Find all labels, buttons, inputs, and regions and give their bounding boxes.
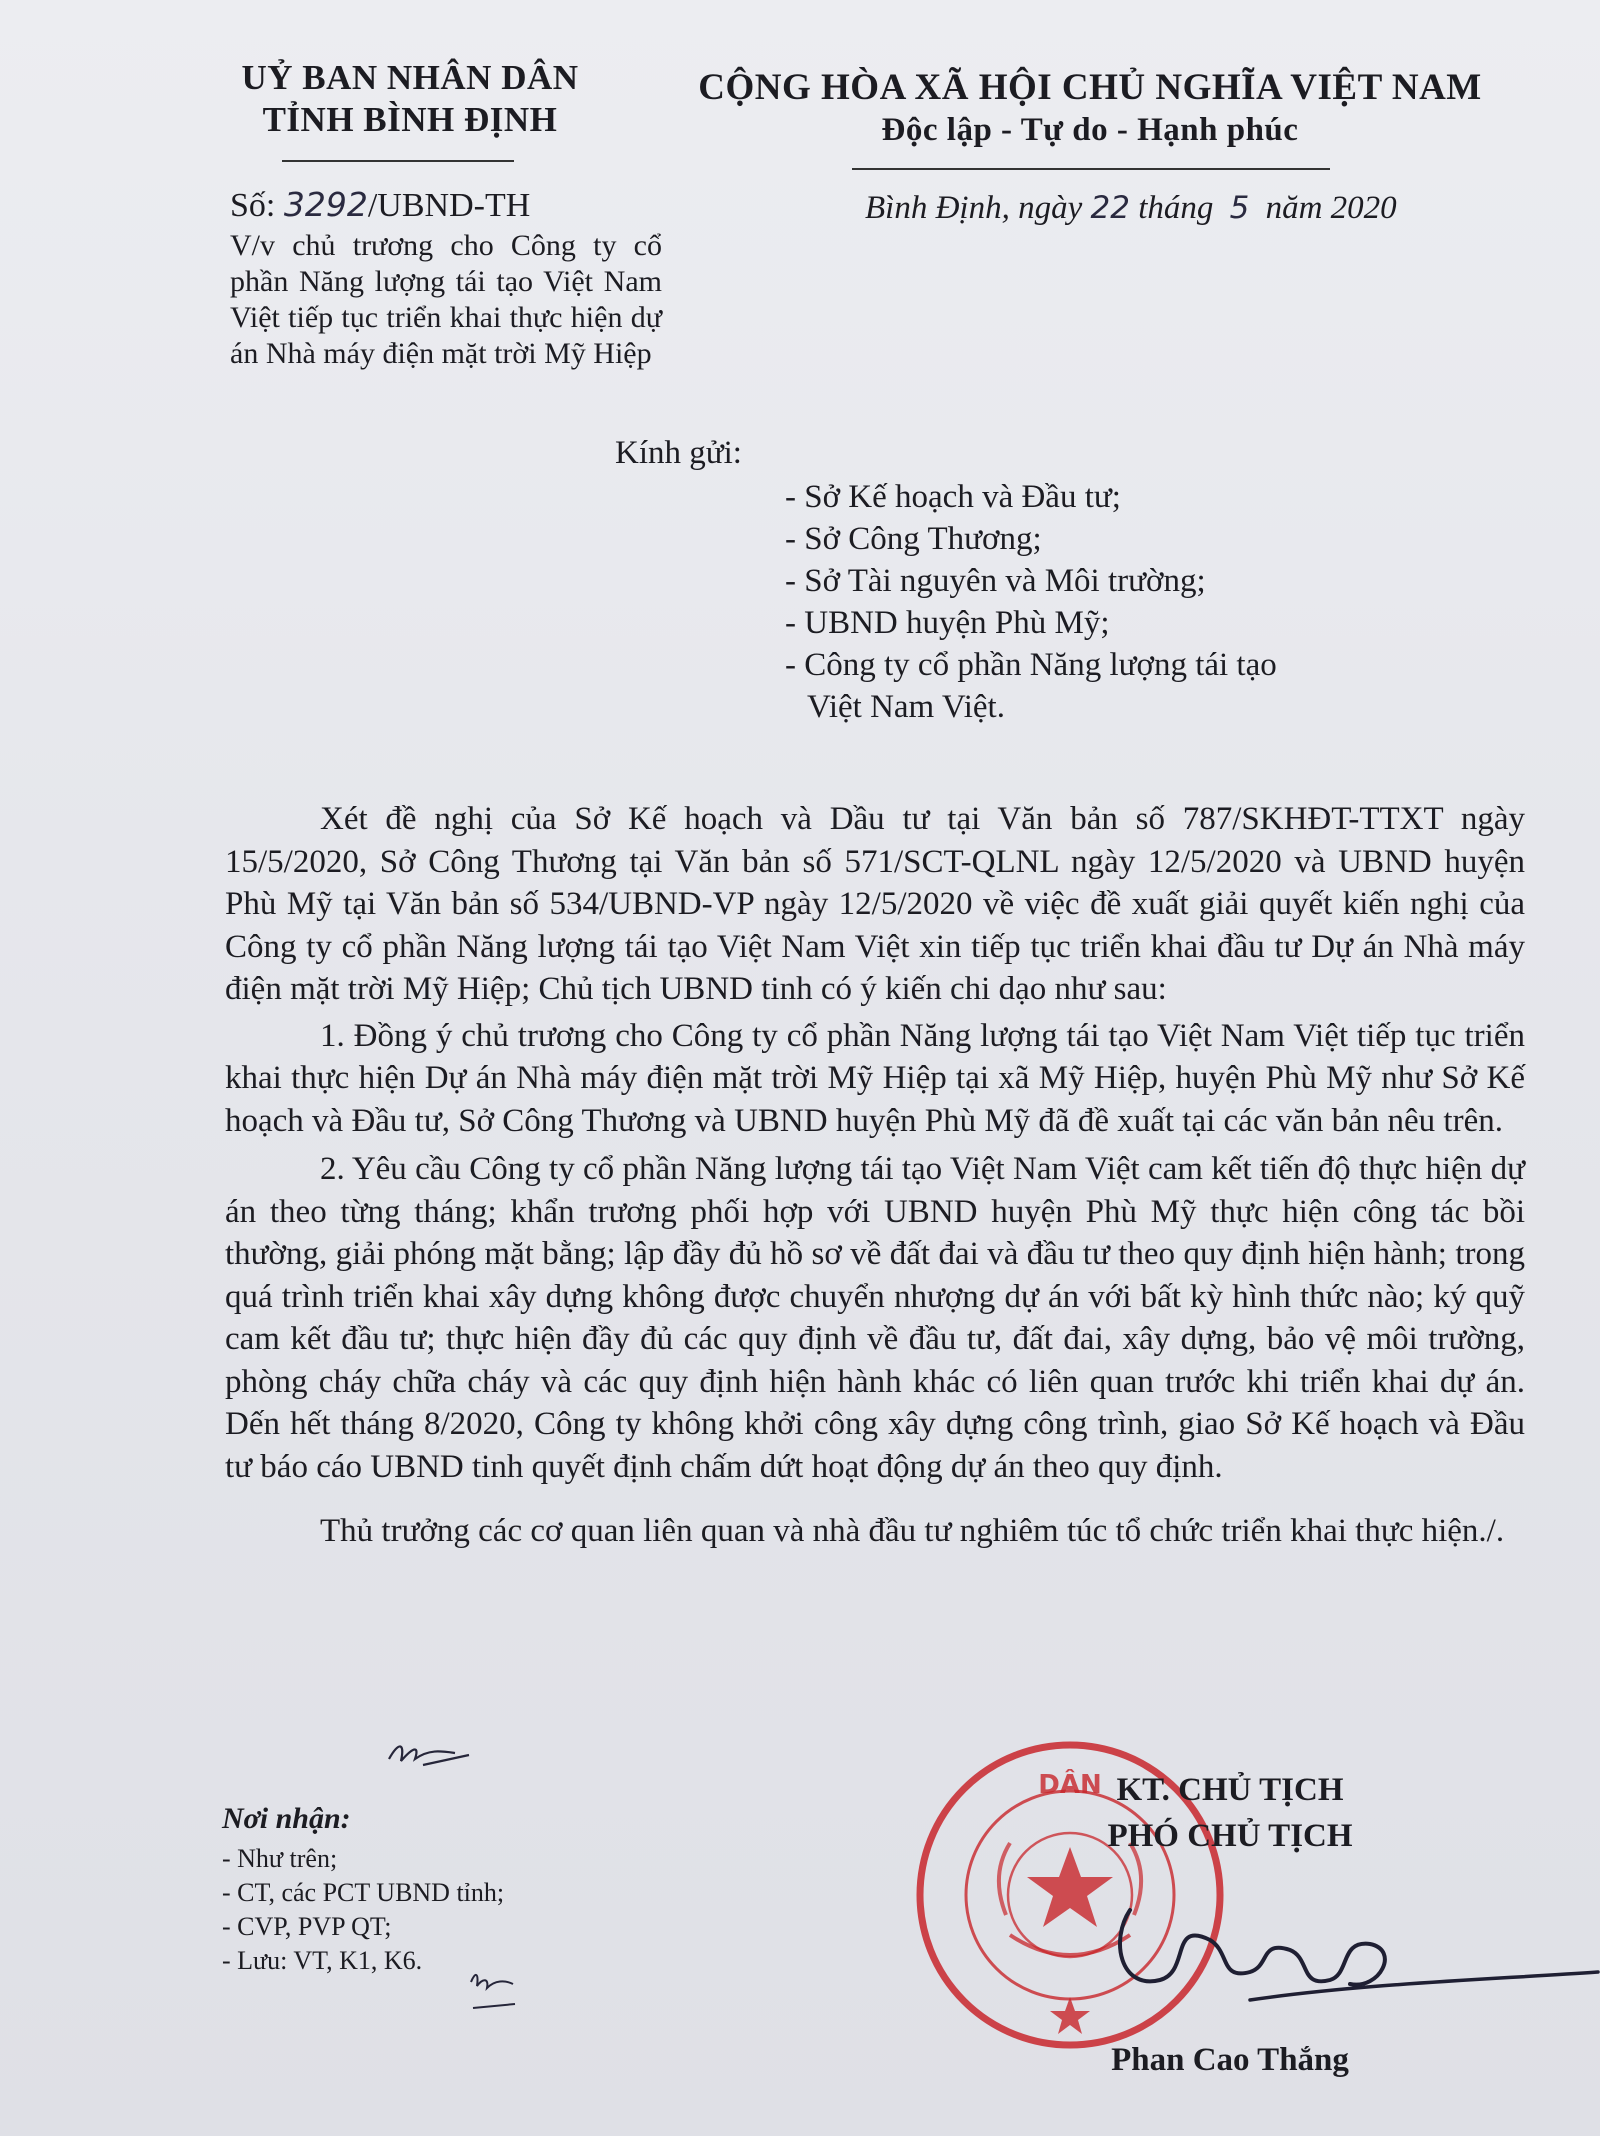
directive-item-2: 2. Yêu cầu Công ty cổ phần Năng lượng tái tạo Việt Nam Việt cam kết tiến độ thực hiện dự án theo từng tháng; khẩn trương phối hợp với UBND huyện Phù Mỹ thực hiện công tác bồi thường, giải phóng mặt bằng; lập đầy đủ hồ sơ về đất đai và đầu tư theo quy định hiện hành; trong quá trình triển khai xây dựng không được chuyển nhượng dự án với bất kỳ hình thức nào; ký quỹ cam kết đầu tư; thực hiện đầy đủ các quy định về đầu tư, đất đai, xây dựng, bảo vệ môi trường, phòng cháy chữa cháy và các quy định hiện hành khác có liên quan trước khi triển khai dự án. Dến hết tháng 8/2020, Công ty không khởi công xây dựng công trình, giao Sở Kế hoạch và Đầu tư báo cáo UBND tinh quyết định chấm dứt hoạt động dự án theo quy định. bbox=[225, 1151, 1525, 1485]
doc-number-handwritten: 3292 bbox=[283, 185, 368, 224]
date-day-handwritten: 22 bbox=[1090, 190, 1130, 226]
signer-name: Phan Cao Thắng bbox=[1111, 2042, 1349, 2078]
intro-paragraph: Xét đề nghị của Sở Kế hoạch và Dầu tư tại Văn bản số 787/SKHĐT-TTXT ngày 15/5/2020, Sở Công Thương tại Văn bản số 571/SCT-QLNL ngày 12/5/2020 và UBND huyện Phù Mỹ tại Văn bản số 534/UBND-VP ngày 12/5/2020 về việc đề xuất giải quyết kiến nghị của Công ty cổ phần Năng lượng tái tạo Việt Nam Việt xin tiếp tục triển khai đầu tư Dự án Nhà máy điện mặt trời Mỹ Hiệp; Chủ tịch UBND tinh có ý kiến chi dạo như sau: bbox=[225, 801, 1525, 1007]
recipient-item: - Sở Tài nguyên và Môi trường; bbox=[785, 563, 1206, 599]
distribution-item: - Như trên; bbox=[222, 1844, 338, 1873]
handwritten-signature bbox=[1100, 1880, 1600, 2020]
initials-mark bbox=[385, 1735, 475, 1775]
salutation: Kính gửi: bbox=[615, 435, 742, 471]
letter-body bbox=[225, 798, 1525, 1562]
distribution-title: Nơi nhận: bbox=[222, 1802, 351, 1835]
org-name-line1: UỶ BAN NHÂN DÂN bbox=[241, 58, 579, 97]
signature-title-2: PHÓ CHỦ TỊCH bbox=[1107, 1818, 1353, 1854]
recipient-item: - UBND huyện Phù Mỹ; bbox=[785, 605, 1110, 641]
doc-date bbox=[865, 190, 1397, 227]
recipient-item-continued: Việt Nam Việt. bbox=[807, 689, 1005, 725]
recipient-list bbox=[785, 476, 1385, 728]
doc-number-line bbox=[230, 185, 530, 225]
distribution-item: - CT, các PCT UBND tỉnh; bbox=[222, 1878, 505, 1907]
org-name-line2: TỈNH BÌNH ĐỊNH bbox=[262, 100, 558, 139]
doc-number-prefix: Số: bbox=[230, 187, 276, 224]
signature-title-1: KT. CHỦ TỊCH bbox=[1116, 1772, 1344, 1808]
recipient-item: - Sở Công Thương; bbox=[785, 521, 1042, 557]
date-month-label: tháng bbox=[1138, 190, 1214, 226]
org-underline bbox=[282, 160, 514, 162]
date-month-handwritten: 5 bbox=[1229, 190, 1250, 226]
recipient-item: - Công ty cổ phần Năng lượng tái tạo bbox=[785, 647, 1277, 683]
seal-lettering: DÂN bbox=[1038, 1770, 1102, 1800]
recipient-item: - Sở Kế hoạch và Đầu tư; bbox=[785, 479, 1121, 515]
distribution-list bbox=[222, 1842, 582, 1978]
directive-item-1: 1. Đồng ý chủ trương cho Công ty cổ phần Năng lượng tái tạo Việt Nam Việt tiếp tục triển khai thực hiện Dự án Nhà máy điện mặt trời Mỹ Hiệp tại xã Mỹ Hiệp, huyện Phù Mỹ như Sở Kế hoạch và Đầu tư, Sở Công Thương và UBND huyện Phù Mỹ đã đề xuất tại các văn bản nêu trên. bbox=[225, 1017, 1525, 1139]
doc-subject: V/v chủ trương cho Công ty cổ phần Năng lượng tái tạo Việt Nam Việt tiếp tục triển khai thực hiện dự án Nhà máy điện mặt trời Mỹ Hiệp bbox=[230, 229, 662, 370]
motto-underline bbox=[852, 168, 1330, 170]
closing-paragraph: Thủ trưởng các cơ quan liên quan và nhà đầu tư nghiêm túc tổ chức triển khai thực hiện./. bbox=[320, 1513, 1505, 1549]
date-place: Bình Định, ngày bbox=[865, 190, 1083, 226]
nation-name: CỘNG HÒA XÃ HỘI CHỦ NGHĨA VIỆT NAM bbox=[698, 67, 1482, 108]
date-year: năm 2020 bbox=[1265, 190, 1397, 226]
doc-number-suffix: /UBND-TH bbox=[367, 187, 531, 224]
distribution-item: - CVP, PVP QT; bbox=[222, 1912, 392, 1941]
distribution-item: - Lưu: VT, K1, K6. bbox=[222, 1946, 423, 1975]
clerk-initial-mark bbox=[465, 1968, 525, 2018]
nation-motto: Độc lập - Tự do - Hạnh phúc bbox=[881, 112, 1299, 148]
